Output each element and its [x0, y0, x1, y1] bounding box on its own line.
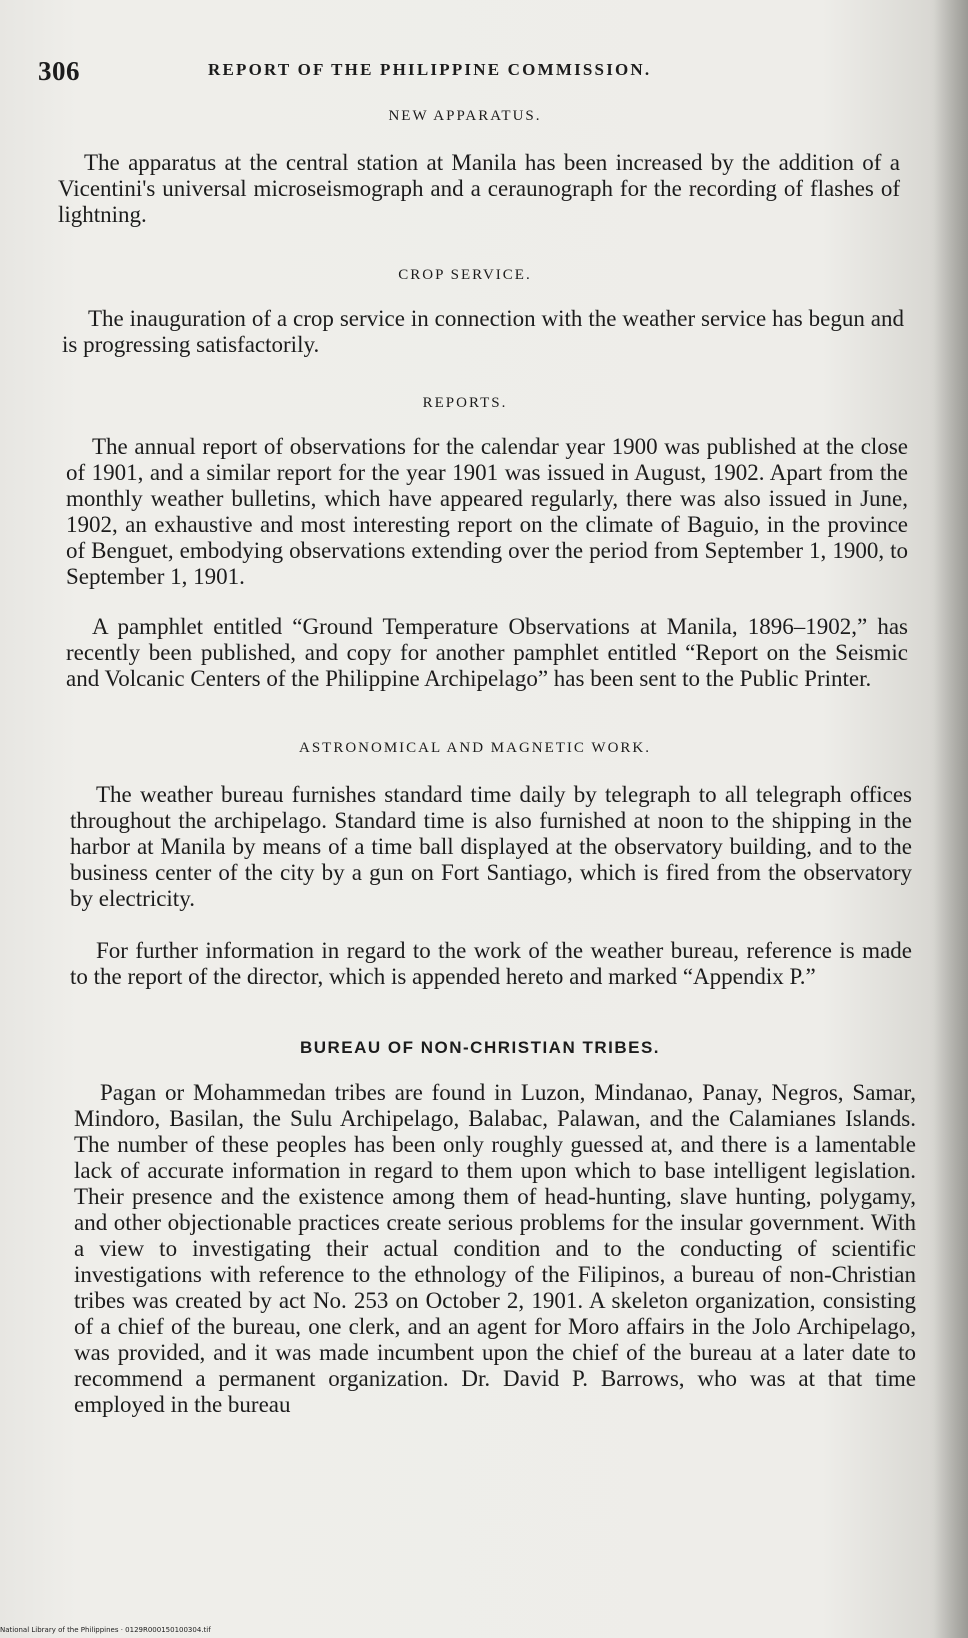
section-heading-new-apparatus: NEW APPARATUS.	[388, 108, 542, 124]
paragraph-crop-service: The inauguration of a crop service in connection with the weather service has begun and is progressing satisfactorily.	[62, 306, 904, 357]
section-heading-crop-service: CROP SERVICE.	[398, 267, 532, 283]
page-header	[38, 56, 898, 90]
page-number: 306	[38, 56, 80, 86]
paragraph-astronomical-2: For further information in regard to the work of the weather bureau, reference is made to the report of the director, which is appended hereto and marked “Appendix P.”	[70, 938, 912, 989]
scan-footer-note: National Library of the Philippines · 0129R000150100304.tif	[0, 1626, 211, 1634]
section-heading-astronomical: ASTRONOMICAL AND MAGNETIC WORK.	[298, 740, 651, 756]
page-edge-shadow	[934, 0, 968, 1638]
running-title: REPORT OF THE PHILIPPINE COMMISSION.	[208, 60, 652, 79]
section-heading-non-christian-tribes: BUREAU OF NON-CHRISTIAN TRIBES.	[299, 1038, 661, 1057]
section-heading-reports: REPORTS.	[422, 395, 508, 411]
paragraph-new-apparatus: The apparatus at the central station at Manila has been increased by the addition of a Vicentini's universal microseismograph and a ceraunograph for the recording of flashes of lightning.	[58, 150, 900, 227]
paragraph-non-christian-tribes: Pagan or Mohammedan tribes are found in Luzon, Mindanao, Panay, Negros, Samar, Mindoro, Basilan, the Sulu Archipelago, Balabac, Palawan, and the Calamianes Islands. The number of these peoples has been only roughly guessed at, and there is a lamentable lack of accurate information in regard to them upon which to base intelligent legislation. Their presence and the existence among them of head-hunting, slave hunting, polygamy, and other objectionable practices create serious problems for the insular government. With a view to investigating their actual condition and to the conducting of scientific investigations with reference to the ethnology of the Filipinos, a bureau of non-Christian tribes was created by act No. 253 on October 2, 1901. A skeleton organization, consisting of a chief of the bureau, one clerk, and an agent for Moro affairs in the Jolo Archipelago, was provided, and it was made incumbent upon the chief of the bureau at a later date to recommend a permanent organization. Dr. David P. Barrows, who was at that time employed in the bureau	[74, 1080, 916, 1417]
paragraph-reports-1: The annual report of observations for the calendar year 1900 was published at the close of 1901, and a similar report for the year 1901 was issued in August, 1902. Apart from the monthly weather bulletins, which have appeared regularly, there was also issued in June, 1902, an exhaustive and most interesting report on the climate of Baguio, in the province of Benguet, embodying observations extending over the period from September 1, 1900, to September 1, 1901.	[66, 434, 908, 589]
paragraph-reports-2: A pamphlet entitled “Ground Temperature Observations at Manila, 1896–1902,” has recently been published, and copy for another pamphlet entitled “Report on the Seismic and Volcanic Centers of the Philippine Archipelago” has been sent to the Public Printer.	[66, 614, 908, 691]
paragraph-astronomical-1: The weather bureau furnishes standard time daily by telegraph to all telegraph offices throughout the archipelago. Standard time is also furnished at noon to the shipping in the harbor at Manila by means of a time ball displayed at the observatory building, and to the business center of the city by a gun on Fort Santiago, which is fired from the observatory by electricity.	[70, 782, 912, 911]
